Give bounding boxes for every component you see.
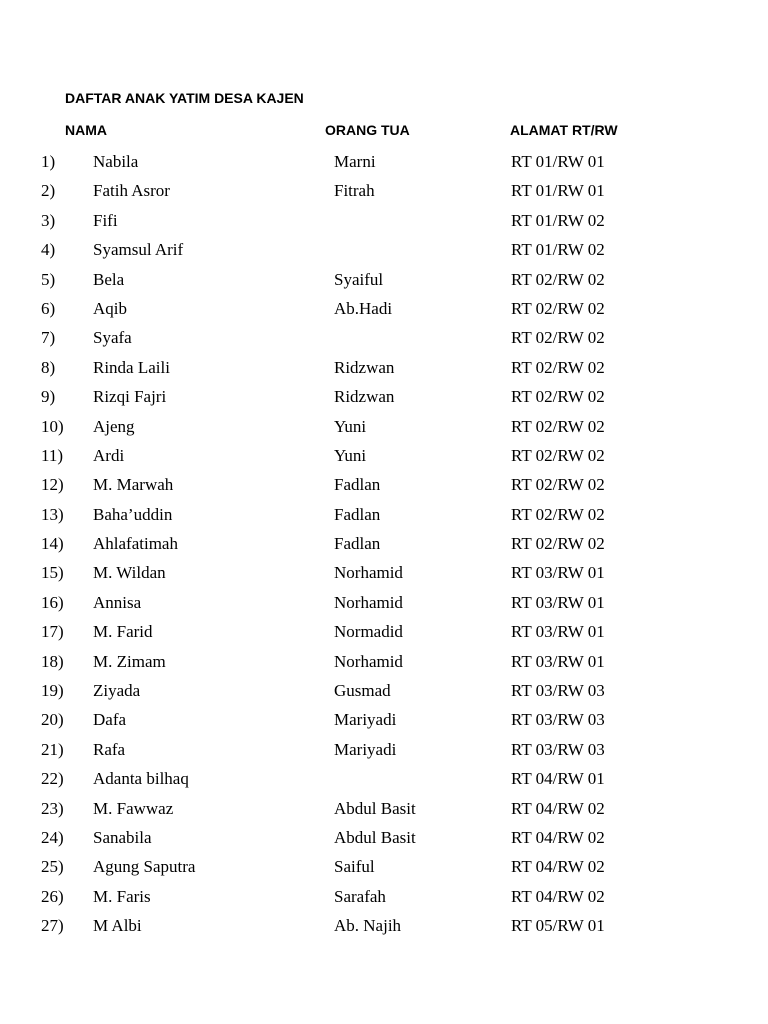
parent-name: Yuni — [334, 445, 367, 465]
list-item — [0, 327, 768, 356]
row-number: 12) — [41, 475, 64, 495]
address-rt-rw: RT 02/RW 02 — [511, 298, 605, 318]
parent-name: Norhamid — [334, 592, 403, 612]
header-alamat: ALAMAT RT/RW — [510, 122, 618, 138]
child-name: M Albi — [93, 916, 142, 936]
list-item — [0, 709, 768, 738]
table-header — [0, 121, 768, 139]
child-name: M. Fawwaz — [93, 798, 174, 818]
row-number: 10) — [41, 416, 64, 436]
row-number: 19) — [41, 681, 64, 701]
row-number: 21) — [41, 739, 64, 759]
address-rt-rw: RT 03/RW 01 — [511, 563, 605, 583]
child-name: Syafa — [93, 328, 132, 348]
parent-name: Mariyadi — [334, 739, 397, 759]
list-item — [0, 680, 768, 709]
parent-name: Saiful — [334, 857, 375, 877]
address-rt-rw: RT 02/RW 02 — [511, 416, 605, 436]
row-number: 11) — [41, 445, 64, 465]
list-item — [0, 651, 768, 680]
address-rt-rw: RT 03/RW 01 — [511, 622, 605, 642]
list-item — [0, 886, 768, 915]
row-number: 5) — [41, 269, 56, 289]
list-item — [0, 768, 768, 797]
row-number: 7) — [41, 328, 56, 348]
row-number: 26) — [41, 886, 64, 906]
row-number: 8) — [41, 357, 56, 377]
child-name: Bela — [93, 269, 125, 289]
child-name: M. Farid — [93, 622, 153, 642]
address-rt-rw: RT 01/RW 01 — [511, 152, 605, 171]
row-number: 13) — [41, 504, 64, 524]
child-name: M. Wildan — [93, 563, 166, 583]
parent-name: Abdul Basit — [334, 827, 416, 847]
list-item — [0, 798, 768, 827]
row-number: 3) — [41, 210, 56, 230]
parent-name: Abdul Basit — [334, 798, 416, 818]
child-name: Ahlafatimah — [93, 534, 178, 554]
orphan-list — [0, 151, 768, 945]
list-item — [0, 739, 768, 768]
address-rt-rw: RT 04/RW 02 — [511, 886, 605, 906]
child-name: Fifi — [93, 210, 118, 230]
address-rt-rw: RT 02/RW 02 — [511, 357, 605, 377]
list-item — [0, 386, 768, 415]
list-item — [0, 474, 768, 503]
parent-name: Fadlan — [334, 534, 381, 554]
address-rt-rw: RT 03/RW 01 — [511, 651, 605, 671]
address-rt-rw: RT 01/RW 02 — [511, 240, 605, 260]
header-nama: NAMA — [65, 122, 107, 138]
address-rt-rw: RT 03/RW 03 — [511, 739, 605, 759]
row-number: 18) — [41, 651, 64, 671]
child-name: Nabila — [93, 152, 139, 171]
list-item — [0, 357, 768, 386]
list-item — [0, 239, 768, 268]
address-rt-rw: RT 02/RW 02 — [511, 328, 605, 348]
list-item — [0, 416, 768, 445]
row-number: 24) — [41, 827, 64, 847]
address-rt-rw: RT 02/RW 02 — [511, 387, 605, 407]
child-name: Rizqi Fajri — [93, 387, 167, 407]
address-rt-rw: RT 04/RW 01 — [511, 769, 605, 789]
parent-name: Norhamid — [334, 563, 403, 583]
list-item — [0, 621, 768, 650]
list-item — [0, 504, 768, 533]
child-name: Ziyada — [93, 681, 141, 701]
address-rt-rw: RT 02/RW 02 — [511, 504, 605, 524]
address-rt-rw: RT 02/RW 02 — [511, 445, 605, 465]
child-name: M. Zimam — [93, 651, 166, 671]
address-rt-rw: RT 04/RW 02 — [511, 857, 605, 877]
row-number: 25) — [41, 857, 64, 877]
row-number: 6) — [41, 298, 56, 318]
parent-name: Normadid — [334, 622, 403, 642]
row-number: 1) — [41, 152, 56, 171]
address-rt-rw: RT 01/RW 02 — [511, 210, 605, 230]
child-name: Annisa — [93, 592, 142, 612]
child-name: Agung Saputra — [93, 857, 196, 877]
address-rt-rw: RT 04/RW 02 — [511, 827, 605, 847]
address-rt-rw: RT 03/RW 01 — [511, 592, 605, 612]
header-orang-tua: ORANG TUA — [325, 122, 410, 138]
parent-name: Yuni — [334, 416, 367, 436]
row-number: 23) — [41, 798, 64, 818]
child-name: Aqib — [93, 298, 127, 318]
row-number: 15) — [41, 563, 64, 583]
parent-name: Gusmad — [334, 681, 391, 701]
row-number: 27) — [41, 916, 64, 936]
address-rt-rw: RT 02/RW 02 — [511, 534, 605, 554]
row-number: 14) — [41, 534, 64, 554]
address-rt-rw: RT 04/RW 02 — [511, 798, 605, 818]
list-item — [0, 562, 768, 591]
address-rt-rw: RT 02/RW 02 — [511, 269, 605, 289]
parent-name: Fadlan — [334, 504, 381, 524]
address-rt-rw: RT 05/RW 01 — [511, 916, 605, 936]
list-item — [0, 298, 768, 327]
parent-name: Ridzwan — [334, 387, 395, 407]
child-name: M. Marwah — [93, 475, 174, 495]
parent-name: Norhamid — [334, 651, 403, 671]
child-name: Dafa — [93, 710, 127, 730]
parent-name: Fadlan — [334, 475, 381, 495]
address-rt-rw: RT 03/RW 03 — [511, 681, 605, 701]
child-name: Rafa — [93, 739, 126, 759]
row-number: 9) — [41, 387, 56, 407]
address-rt-rw: RT 02/RW 02 — [511, 475, 605, 495]
row-number: 22) — [41, 769, 64, 789]
child-name: Baha’uddin — [93, 504, 173, 524]
parent-name: Ridzwan — [334, 357, 395, 377]
list-item — [0, 445, 768, 474]
child-name: Syamsul Arif — [93, 240, 184, 260]
list-item — [0, 856, 768, 885]
address-rt-rw: RT 03/RW 03 — [511, 710, 605, 730]
list-item — [0, 592, 768, 621]
parent-name: Ab.Hadi — [334, 298, 393, 318]
document-title: DAFTAR ANAK YATIM DESA KAJEN — [65, 90, 304, 106]
child-name: Rinda Laili — [93, 357, 170, 377]
list-item — [0, 827, 768, 856]
list-item — [0, 151, 768, 180]
parent-name: Syaiful — [334, 269, 384, 289]
child-name: Fatih Asror — [93, 181, 170, 201]
parent-name: Sarafah — [334, 886, 386, 906]
row-number: 20) — [41, 710, 64, 730]
parent-name: Fitrah — [334, 181, 375, 201]
list-item — [0, 180, 768, 209]
parent-name: Marni — [334, 152, 376, 171]
list-item — [0, 210, 768, 239]
parent-name: Ab. Najih — [334, 916, 402, 936]
child-name: Sanabila — [93, 827, 152, 847]
row-number: 17) — [41, 622, 64, 642]
row-number: 2) — [41, 181, 56, 201]
child-name: Ajeng — [93, 416, 135, 436]
row-number: 16) — [41, 592, 64, 612]
list-item — [0, 269, 768, 298]
address-rt-rw: RT 01/RW 01 — [511, 181, 605, 201]
child-name: Adanta bilhaq — [93, 769, 189, 789]
row-number: 4) — [41, 240, 56, 260]
list-item — [0, 533, 768, 562]
child-name: Ardi — [93, 445, 125, 465]
parent-name: Mariyadi — [334, 710, 397, 730]
list-item — [0, 915, 768, 944]
child-name: M. Faris — [93, 886, 151, 906]
